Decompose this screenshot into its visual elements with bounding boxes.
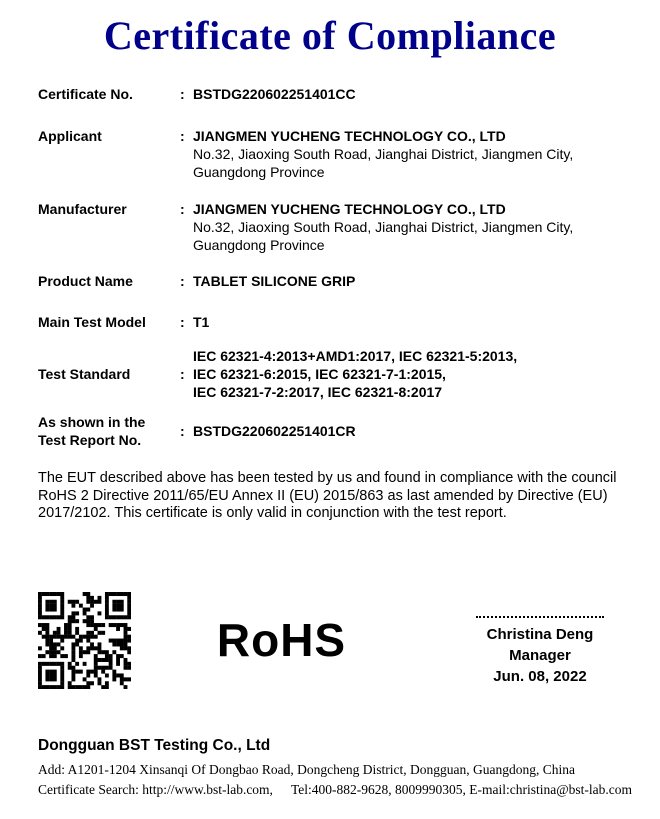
colon-separator: : xyxy=(180,423,185,439)
test-standard-line3: IEC 62321-7-2:2017, IEC 62321-8:2017 xyxy=(193,384,443,400)
test-standard-line2: IEC 62321-6:2015, IEC 62321-7-1:2015, xyxy=(193,366,446,382)
colon-separator: : xyxy=(180,273,185,289)
certificate-no-value: BSTDG220602251401CC xyxy=(193,86,356,102)
applicant-label: Applicant xyxy=(38,128,102,144)
field-certificate-no xyxy=(0,85,660,103)
certificate-page xyxy=(0,12,660,819)
test-standard-value xyxy=(193,347,517,401)
certificate-fields xyxy=(0,85,660,449)
compliance-statement: The EUT described above has been tested by us and found in compliance with the council RoHS 2 Directive 2011/65/EU Annex II (EU) 2015/863 as last amended by Directive (EU) 2017/2102. This certificate is only valid in conjunction with the test report. xyxy=(38,470,617,521)
applicant-value xyxy=(193,127,573,181)
applicant-address-line2: Guangdong Province xyxy=(193,164,325,180)
field-main-test-model xyxy=(0,313,660,331)
footer-contact xyxy=(38,780,660,799)
certificate-title: Certificate of Compliance xyxy=(103,13,557,58)
footer-address: Add: A1201-1204 Xinsanqi Of Dongbao Road, Dongcheng District, Dongguan, Guangdong, China xyxy=(38,761,575,777)
main-test-model-label: Main Test Model xyxy=(38,314,146,330)
signatory-name: Christina Deng xyxy=(486,625,594,643)
rohs-logo: RoHS xyxy=(216,614,347,666)
signature-date: Jun. 08, 2022 xyxy=(493,667,587,685)
signatory-title: Manager xyxy=(509,646,571,664)
test-report-label xyxy=(38,413,180,449)
colon-separator: : xyxy=(180,128,185,144)
test-standard-label: Test Standard xyxy=(38,366,131,382)
footer-company-name: Dongguan BST Testing Co., Ltd xyxy=(38,736,271,754)
manufacturer-address-line1: No.32, Jiaoxing South Road, Jianghai District, Jiangmen City, xyxy=(193,219,574,235)
field-applicant xyxy=(0,127,660,181)
product-name-label: Product Name xyxy=(38,273,133,289)
logos-row xyxy=(0,592,660,689)
colon-separator: : xyxy=(180,366,185,382)
field-manufacturer xyxy=(0,200,660,254)
colon-separator: : xyxy=(180,314,185,330)
colon-separator: : xyxy=(180,201,185,217)
footer-certificate-search: Certificate Search: http://www.bst-lab.com, xyxy=(38,781,273,797)
footer xyxy=(0,736,660,799)
main-test-model-value: T1 xyxy=(193,314,210,330)
signature-dotted-line xyxy=(476,616,604,618)
signature-block xyxy=(460,616,620,687)
test-report-label-line2: Test Report No. xyxy=(38,432,142,448)
manufacturer-label: Manufacturer xyxy=(38,201,127,217)
test-standard-line1: IEC 62321-4:2013+AMD1:2017, IEC 62321-5:2013, xyxy=(193,348,518,364)
field-test-standard xyxy=(0,347,660,401)
field-product-name xyxy=(0,272,660,290)
qr-code xyxy=(38,592,131,689)
applicant-address-line1: No.32, Jiaoxing South Road, Jianghai District, Jiangmen City, xyxy=(193,146,574,162)
manufacturer-company: JIANGMEN YUCHENG TECHNOLOGY CO., LTD xyxy=(193,201,506,217)
test-report-label-line1: As shown in the xyxy=(38,414,146,430)
applicant-company: JIANGMEN YUCHENG TECHNOLOGY CO., LTD xyxy=(193,128,506,144)
manufacturer-address-line2: Guangdong Province xyxy=(193,237,325,253)
colon-separator: : xyxy=(180,86,185,102)
certificate-no-label: Certificate No. xyxy=(38,86,133,102)
field-test-report-no xyxy=(0,413,660,449)
product-name-value: TABLET SILICONE GRIP xyxy=(193,273,356,289)
test-report-value: BSTDG220602251401CR xyxy=(193,423,356,439)
manufacturer-value xyxy=(193,200,573,254)
footer-tel-email: Tel:400-882-9628, 8009990305, E-mail:christina@bst-lab.com xyxy=(290,781,632,797)
